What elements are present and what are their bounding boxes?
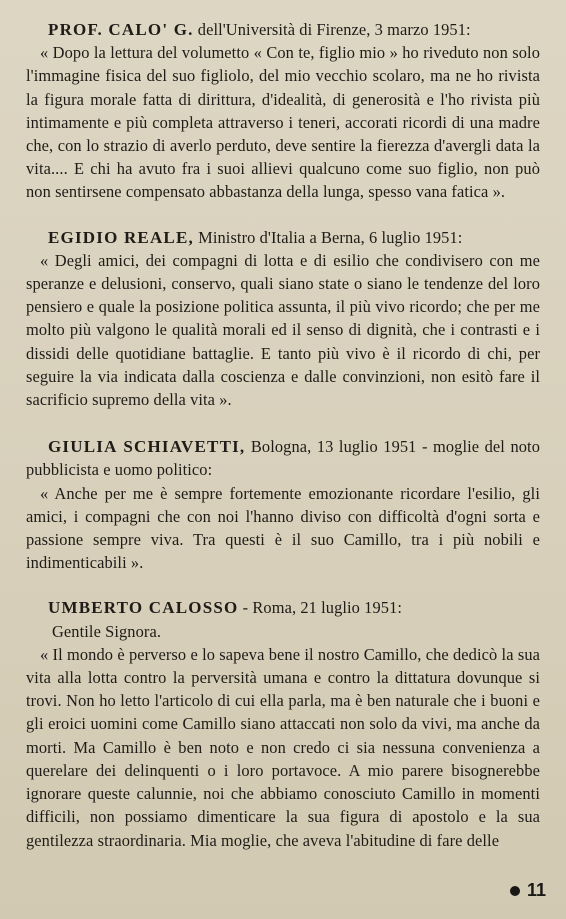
letter-paragraph: « Il mondo è perverso e lo sapeva bene il nostro Camillo, che dedicò la sua vita alla lotta contro la perversità umana e contro la dittatura dovunque si trovi. Non ho letto l'articolo di cui ella parla, ma è ben naturale che i buoni e gli eroici uomini come Camillo siano attaccati non solo da vivi, ma anche da morti. Ma Camillo è ben noto e non credo ci sia nessuna convenienza a querelare dei delinquenti o i loro portavoce. A mio parere bisognerebbe ignorare queste calunnie, noi che abbiamo conosciuto Camillo in momenti difficili, non possiamo dimenticare la sua figura di apostolo e la sua gentilezza straordinaria. Mia moglie, che aveva l'abitudine di fare delle — [26, 644, 540, 850]
letter-heading — [26, 596, 540, 619]
page-number — [510, 880, 546, 901]
letter-reale — [26, 226, 540, 412]
letter-paragraph: « Anche per me è sempre fortemente emozionante ricordare l'esilio, gli amici, i compagni che con noi l'hanno diviso con difficoltà d'ogni sorta e passione sempre viva. Tra questi è il suo Camillo, tra i più nobili e indimenticabili ». — [26, 483, 540, 573]
letter-calosso — [26, 596, 540, 851]
letter-meta: Ministro d'Italia a Berna, 6 luglio 1951: — [198, 227, 463, 247]
letter-heading — [26, 226, 540, 249]
author-name: UMBERTO CALOSSO — [48, 598, 239, 618]
letter-schiavetti — [26, 435, 540, 574]
letter-paragraph: « Degli amici, dei compagni di lotta e di esilio che condivisero con me speranze e delusioni, conservo, quali siano state o siano le tendenze del loro pensiero e quale la posizione politica assunta, il più vivo ricordo; che per me molto più valgono le qualità morali ed il senso di dignità, che i contrasti e i dissidi delle quotidiane battaglie. E tanto più vivo è il ricordo di chi, per seguire la via indicata dalla coscienza e dalle convinzioni, non esitò fare il sacrificio supremo della vita ». — [26, 250, 540, 410]
letter-paragraph: « Dopo la lettura del volumetto « Con te, figlio mio » ho riveduto non solo l'immagine fisica del suo figliolo, del mio vecchio scolaro, ma ne ho rivista la figura morale fatta di dirittura, d'idealità, di generosità e l'ho rivista più intimamente e più completa attraverso i teneri, accorati ricordi di una madre che, con lo strazio di averlo perduto, deve sentire la fierezza d'avergli data la vita.... E chi ha avuto fra i suoi allievi qualcuno come suo figlio, non può non sentirsene compensato abbastanza della lunga, spesso vana fatica ». — [26, 43, 540, 202]
letter-meta: dell'Università di Firenze, 3 marzo 1951: — [197, 20, 471, 39]
bullet-icon — [510, 886, 520, 896]
author-name: GIULIA SCHIAVETTI, — [48, 437, 246, 457]
letter-calo — [26, 18, 540, 204]
page-number-text: 11 — [526, 880, 546, 900]
author-name: EGIDIO REALE, — [48, 227, 194, 247]
letter-meta: Bologna, 13 luglio 1951 - moglie del noto pubblicista e uomo politico: — [26, 437, 540, 480]
letter-meta: - Roma, 21 luglio 1951: — [242, 598, 403, 618]
letter-salutation: Gentile Signora. — [52, 621, 162, 641]
author-name: PROF. CALO' G. — [48, 20, 194, 39]
letter-heading — [26, 18, 540, 41]
letter-heading — [26, 435, 540, 481]
